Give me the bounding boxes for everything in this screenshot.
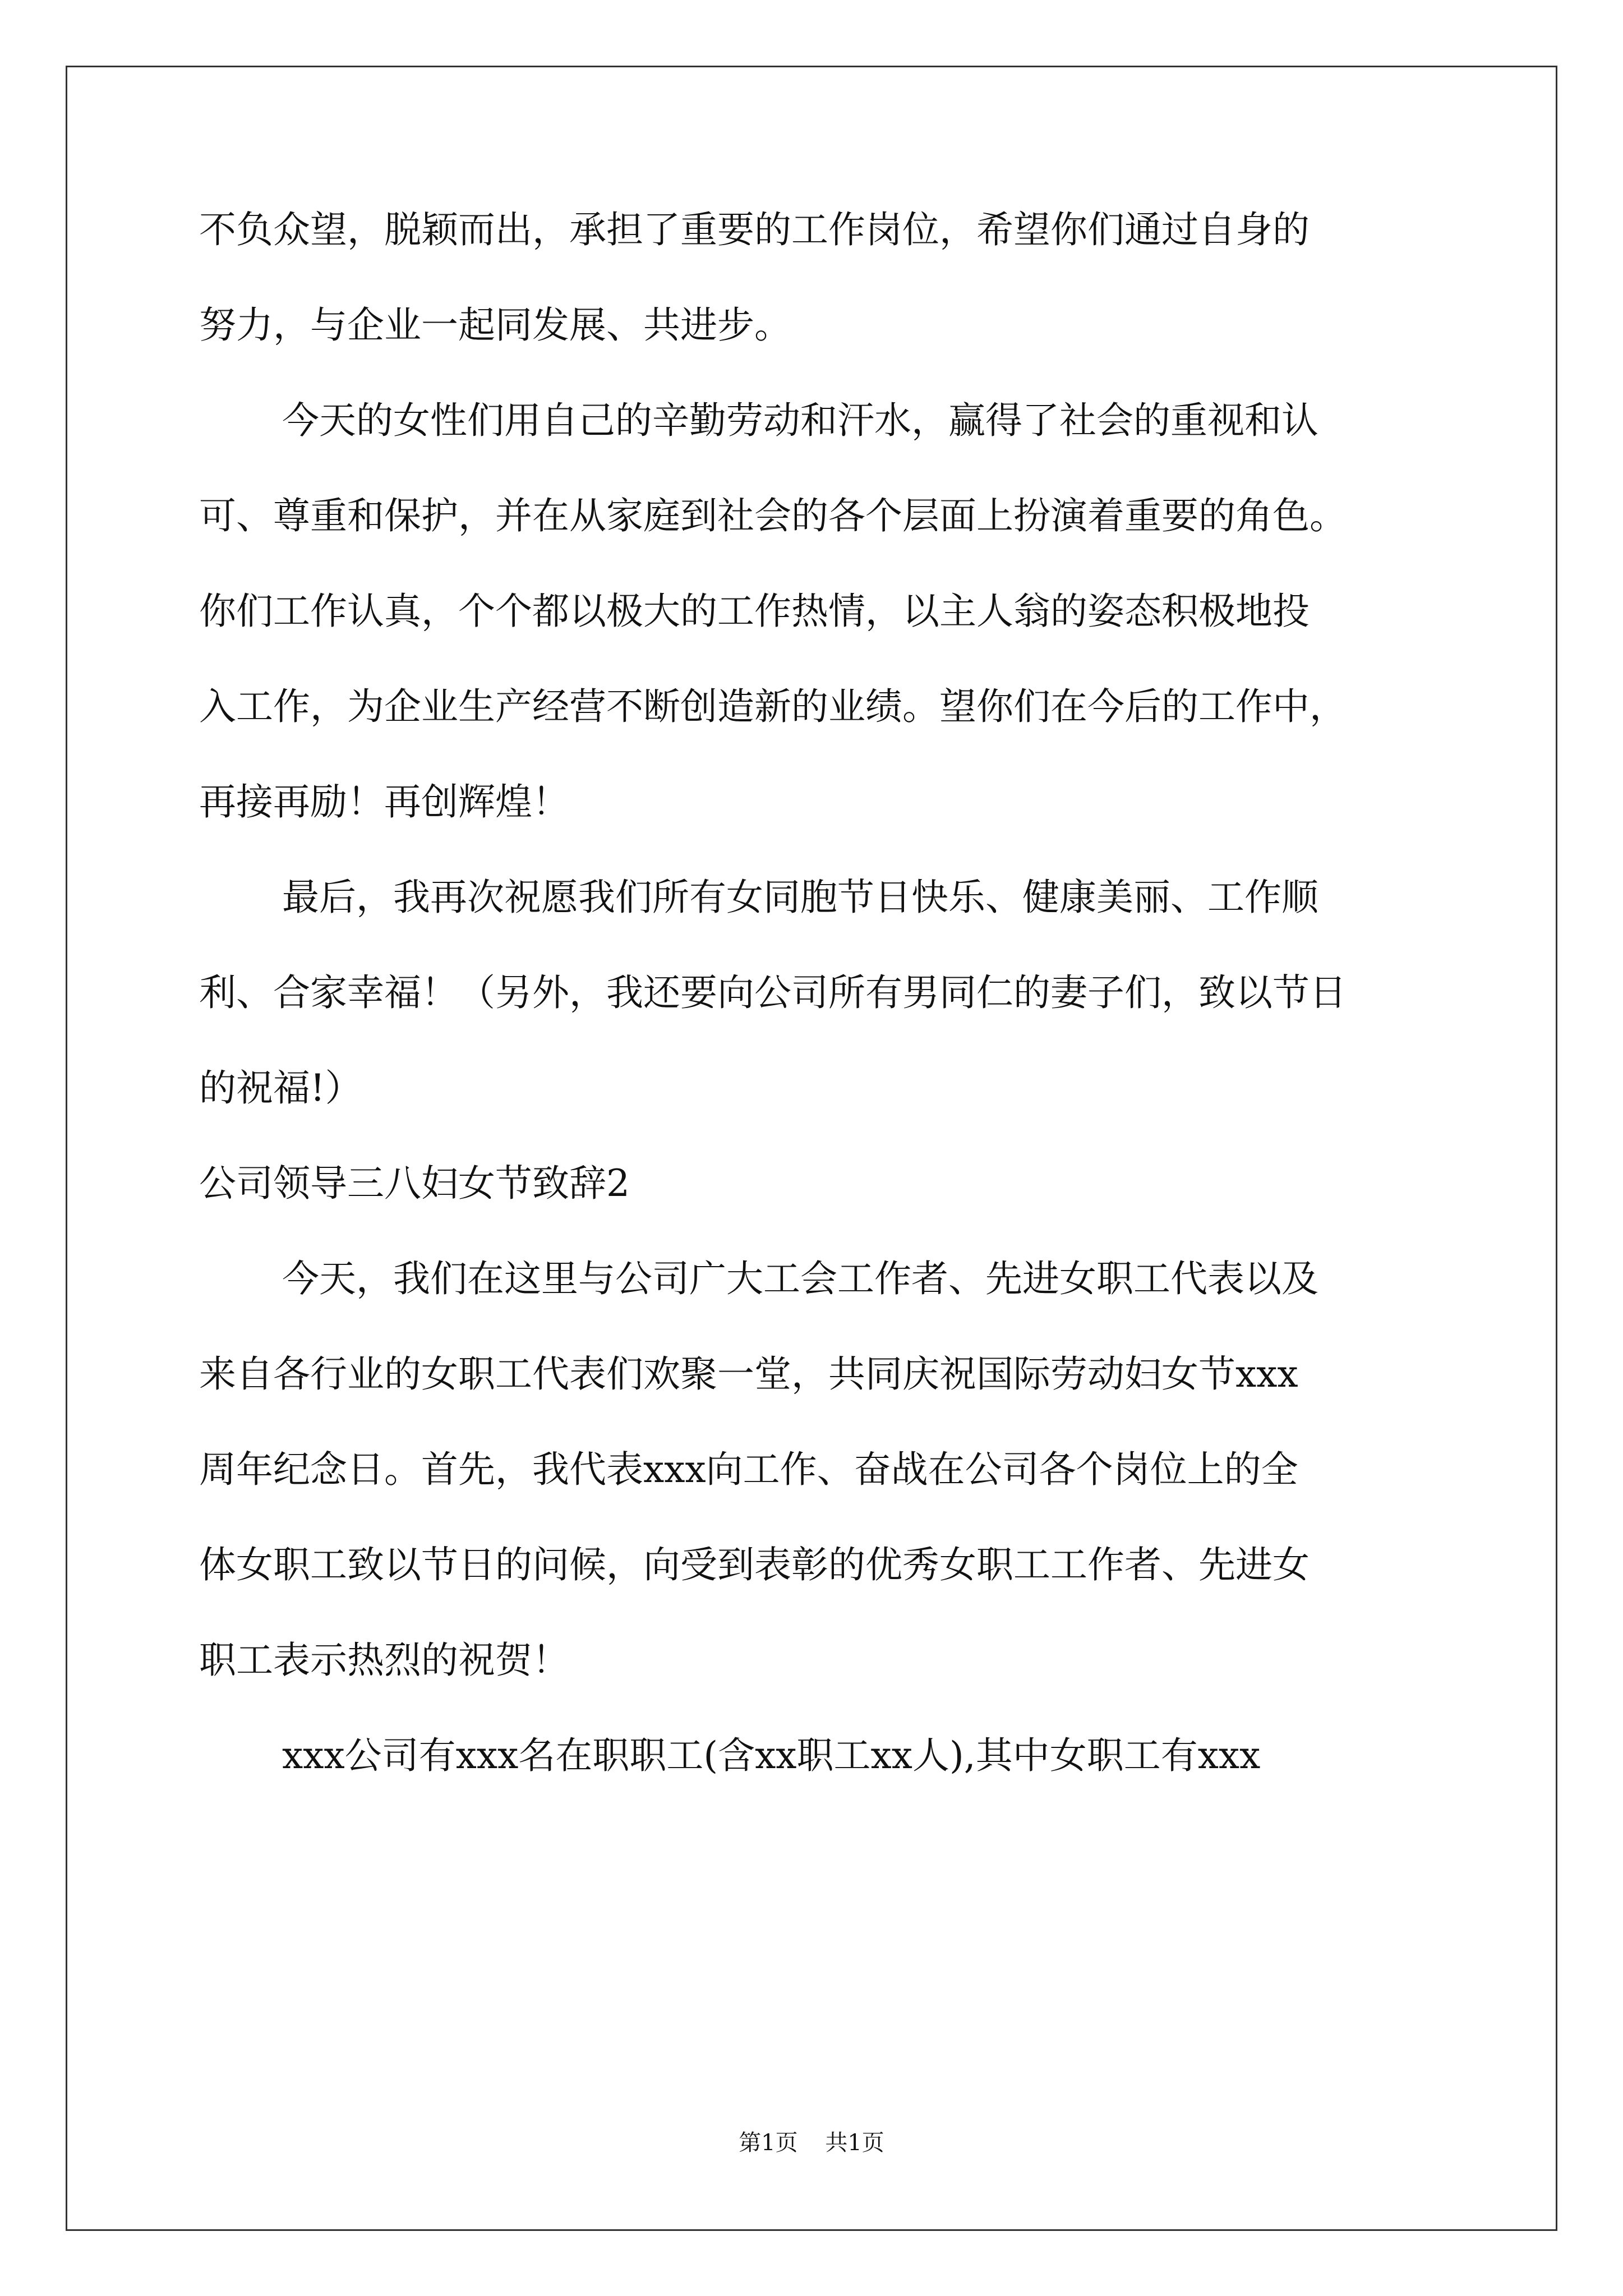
paragraph-line: 最后，我再次祝愿我们所有女同胞节日快乐、健康美丽、工作顺 [282, 876, 1318, 919]
paragraph-line: 利、合家幸福！（另外，我还要向公司所有男同仁的妻子们，致以节日 [199, 971, 1347, 1014]
paragraph-line: 入工作，为企业生产经营不断创造新的业绩。望你们在今后的工作中， [199, 685, 1347, 728]
paragraph-line: 你们工作认真，个个都以极大的工作热情，以主人翁的姿态积极地投 [199, 590, 1310, 633]
paragraph-line: xxx公司有xxx名在职职工(含xx职工xx人),其中女职工有xxx [282, 1734, 1261, 1777]
paragraph-line: 职工表示热烈的祝贺！ [199, 1639, 569, 1682]
paragraph-line: 可、尊重和保护，并在从家庭到社会的各个层面上扮演着重要的角色。 [199, 494, 1347, 537]
page-footer [0, 2129, 1623, 2157]
paragraph-line: 今天的女性们用自己的辛勤劳动和汗水，赢得了社会的重视和认 [282, 399, 1318, 442]
paragraph-line: 再接再励！再创辉煌！ [199, 780, 569, 823]
paragraph-line: 来自各行业的女职工代表们欢聚一堂，共同庆祝国际劳动妇女节xxx [199, 1352, 1298, 1396]
paragraph-line: 体女职工致以节日的问候，向受到表彰的优秀女职工工作者、先进女 [199, 1543, 1310, 1586]
page-number: 第1页 [739, 2130, 798, 2156]
paragraph-line: 努力，与企业一起同发展、共进步。 [199, 303, 791, 347]
page-border [66, 66, 1557, 2231]
paragraph-line: 的祝福!） [199, 1066, 362, 1110]
paragraph-line: 今天，我们在这里与公司广大工会工作者、先进女职工代表以及 [282, 1257, 1318, 1300]
paragraph-line: 周年纪念日。首先，我代表xxx向工作、奋战在公司各个岗位上的全 [199, 1448, 1298, 1491]
page-total: 共1页 [825, 2130, 884, 2156]
section-heading: 公司领导三八妇女节致辞2 [199, 1162, 630, 1205]
paragraph-line: 不负众望，脱颖而出，承担了重要的工作岗位，希望你们通过自身的 [199, 208, 1310, 251]
